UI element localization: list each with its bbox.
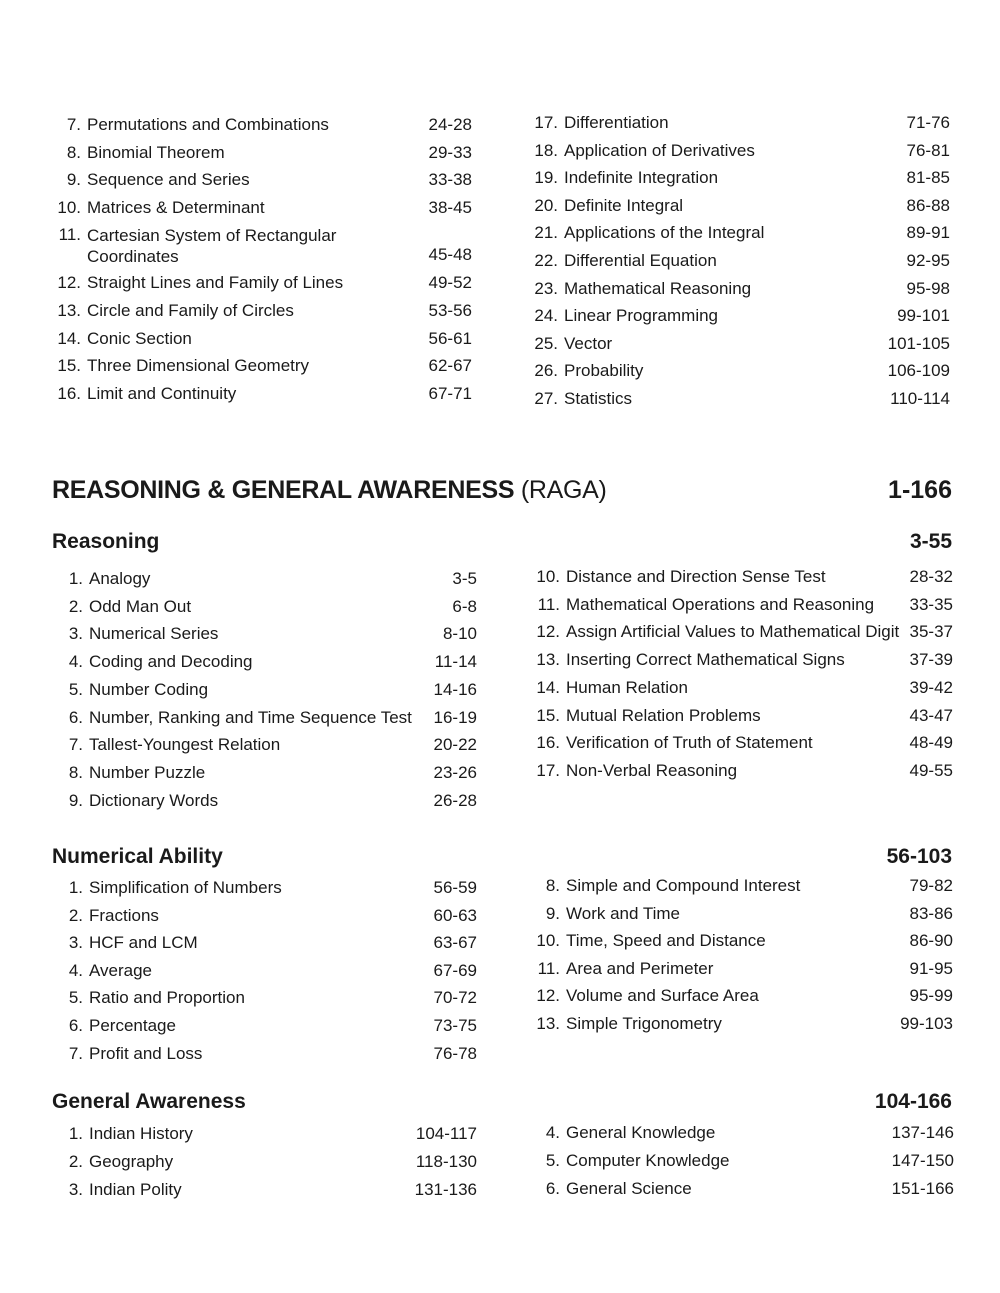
entry-title: Straight Lines and Family of Lines xyxy=(87,273,344,293)
entry-title: Analogy xyxy=(89,569,151,588)
entry-title: Binomial Theorem xyxy=(87,142,225,162)
toc-entry xyxy=(518,304,950,328)
entry-number: 25. xyxy=(534,333,558,353)
entry-title: Geography xyxy=(89,1152,174,1171)
toc-entry xyxy=(520,731,953,755)
entry-title: Volume and Surface Area xyxy=(566,986,759,1006)
toc-entry xyxy=(41,382,472,406)
entry-pages: 53-56 xyxy=(428,301,472,320)
entry-title: Work and Time xyxy=(566,903,681,923)
entry-title: Numerical Series xyxy=(89,624,219,644)
toc-entry xyxy=(43,1122,477,1146)
entry-title: Differentiation xyxy=(564,113,669,132)
toc-entry xyxy=(520,1177,954,1201)
entry-title: Percentage xyxy=(89,1016,176,1035)
entry-number: 13. xyxy=(57,301,81,320)
entry-pages: 56-59 xyxy=(433,878,477,897)
entry-number: 4. xyxy=(545,1123,560,1142)
numerical-heading: Numerical Ability xyxy=(52,845,223,868)
entry-title: Number Puzzle xyxy=(89,762,206,782)
entry-pages: 95-98 xyxy=(906,278,950,298)
toc-entry xyxy=(41,299,472,323)
toc-entry xyxy=(41,271,472,295)
toc-entry xyxy=(43,931,477,955)
entry-number: 1. xyxy=(68,569,83,588)
entry-pages: 48-49 xyxy=(909,733,953,753)
toc-entry xyxy=(520,957,953,981)
entry-number: 23. xyxy=(534,278,558,298)
entry-number: 17. xyxy=(534,113,558,132)
entry-pages: 8-10 xyxy=(442,624,477,644)
entry-number: 6. xyxy=(68,707,83,727)
toc-entry xyxy=(41,196,472,220)
entry-pages: 67-71 xyxy=(428,383,472,403)
entry-pages: 71-76 xyxy=(906,113,950,132)
entry-number: 13. xyxy=(536,650,560,670)
toc-entry xyxy=(520,984,953,1008)
toc-entry xyxy=(520,676,953,700)
entry-title: Mathematical Operations and Reasoning xyxy=(566,594,875,614)
toc-entry xyxy=(520,620,953,644)
entry-pages: 70-72 xyxy=(433,988,477,1008)
entry-number: 9. xyxy=(66,170,81,190)
entry-title: Time, Speed and Distance xyxy=(566,931,766,951)
main-heading-range: 1-166 xyxy=(888,476,952,504)
toc-entry xyxy=(518,139,950,163)
entry-pages: 38-45 xyxy=(428,197,472,217)
entry-number: 5. xyxy=(68,679,83,699)
entry-title: Linear Programming xyxy=(564,306,719,326)
entry-pages: 118-130 xyxy=(415,1152,477,1171)
reasoning-heading: Reasoning xyxy=(52,530,160,553)
entry-pages: 35-37 xyxy=(909,622,953,642)
entry-title: Circle and Family of Circles xyxy=(87,301,294,320)
entry-title: Computer Knowledge xyxy=(566,1151,730,1170)
toc-entry xyxy=(520,1012,953,1036)
entry-pages: 106-109 xyxy=(887,361,950,381)
entry-title: Area and Perimeter xyxy=(566,958,714,978)
toc-entry xyxy=(43,733,477,757)
toc-entry xyxy=(41,141,472,165)
toc-entry xyxy=(520,1149,954,1173)
toc-entry xyxy=(518,277,950,301)
toc-entry xyxy=(518,249,950,273)
entry-number: 10. xyxy=(57,197,81,217)
entry-pages: 37-39 xyxy=(909,650,953,670)
toc-entry xyxy=(41,354,472,378)
entry-pages: 89-91 xyxy=(906,223,950,243)
entry-pages: 76-78 xyxy=(433,1043,477,1063)
entry-title: Human Relation xyxy=(566,677,688,697)
toc-entry xyxy=(43,567,477,591)
entry-number: 8. xyxy=(66,142,81,162)
entry-title: Non-Verbal Reasoning xyxy=(566,760,738,780)
general-heading: General Awareness xyxy=(52,1090,246,1113)
entry-number: 24. xyxy=(534,306,558,326)
entry-title: Mutual Relation Problems xyxy=(566,705,761,725)
toc-entry xyxy=(520,565,953,589)
entry-pages: 83-86 xyxy=(909,903,953,923)
toc-entry xyxy=(43,678,477,702)
entry-number: 10. xyxy=(536,567,560,586)
entry-title: Odd Man Out xyxy=(89,596,192,616)
toc-entry xyxy=(520,902,953,926)
entry-number: 18. xyxy=(534,140,558,160)
entry-title: Definite Integral xyxy=(564,195,684,215)
entry-number: 21. xyxy=(534,223,558,243)
toc-entry xyxy=(518,194,950,218)
entry-number: 9. xyxy=(68,790,83,810)
toc-entry xyxy=(41,113,472,137)
entry-number: 14. xyxy=(536,677,560,697)
entry-title: Average xyxy=(89,960,153,980)
entry-number: 3. xyxy=(68,1180,83,1199)
toc-entry xyxy=(520,648,953,672)
entry-pages: 11-14 xyxy=(434,652,477,672)
entry-pages: 151-166 xyxy=(891,1179,954,1198)
entry-number: 6. xyxy=(68,1016,83,1035)
entry-number: 7. xyxy=(68,735,83,755)
entry-pages: 49-52 xyxy=(428,273,472,293)
toc-entry xyxy=(520,929,953,953)
entry-title: Matrices & Determinant xyxy=(87,197,265,217)
entry-pages: 16-19 xyxy=(433,707,477,727)
entry-number: 3. xyxy=(68,624,83,644)
toc-entry xyxy=(43,959,477,983)
entry-pages: 45-48 xyxy=(428,245,472,265)
entry-pages: 86-88 xyxy=(906,195,950,215)
toc-entry xyxy=(520,874,953,898)
entry-pages: 33-35 xyxy=(909,594,953,614)
toc-entry xyxy=(520,593,953,617)
entry-title: Inserting Correct Mathematical Signs xyxy=(566,650,845,670)
entry-pages: 23-26 xyxy=(433,762,477,782)
entry-pages: 99-103 xyxy=(900,1014,953,1033)
entry-title: Applications of the Integral xyxy=(564,223,765,243)
entry-pages: 63-67 xyxy=(433,933,477,953)
entry-number: 11. xyxy=(537,594,560,614)
entry-title: Indefinite Integration xyxy=(564,168,719,188)
entry-number: 16. xyxy=(536,733,560,753)
toc-entry xyxy=(518,332,950,356)
toc-entry xyxy=(518,166,950,190)
toc-entry xyxy=(43,761,477,785)
entry-number: 1. xyxy=(68,878,83,897)
entry-title: Sequence and Series xyxy=(87,170,250,190)
entry-number: 4. xyxy=(68,960,83,980)
entry-pages: 3-5 xyxy=(452,569,477,588)
entry-pages: 131-136 xyxy=(414,1180,477,1199)
entry-title: Three Dimensional Geometry xyxy=(87,356,310,376)
entry-pages: 79-82 xyxy=(909,876,953,895)
toc-entry xyxy=(518,359,950,383)
entry-number: 26. xyxy=(534,361,558,381)
entry-title: Number Coding xyxy=(89,679,209,699)
toc-entry xyxy=(43,904,477,928)
toc-entry xyxy=(43,1150,477,1174)
entry-pages: 20-22 xyxy=(433,735,477,755)
entry-pages: 29-33 xyxy=(428,142,472,162)
toc-entry xyxy=(520,759,953,783)
entry-title: Fractions xyxy=(89,905,159,925)
entry-pages: 110-114 xyxy=(890,389,950,408)
entry-number: 6. xyxy=(545,1179,560,1198)
toc-entry xyxy=(43,650,477,674)
toc-entry xyxy=(43,789,477,813)
toc-entry xyxy=(518,111,950,135)
numerical-range: 56-103 xyxy=(886,845,952,868)
toc-entry xyxy=(43,1178,477,1202)
entry-title: Conic Section xyxy=(87,328,192,348)
entry-number: 14. xyxy=(57,328,81,348)
entry-title: General Science xyxy=(566,1179,692,1198)
entry-number: 8. xyxy=(545,876,560,895)
entry-pages: 76-81 xyxy=(906,140,950,160)
reasoning-range: 3-55 xyxy=(909,530,952,553)
entry-title: Mathematical Reasoning xyxy=(564,278,752,298)
toc-entry xyxy=(43,876,477,900)
entry-title: General Knowledge xyxy=(566,1123,716,1142)
toc-entry xyxy=(41,327,472,351)
entry-pages: 73-75 xyxy=(433,1016,477,1035)
entry-number: 3. xyxy=(68,933,83,953)
entry-title: Limit and Continuity xyxy=(87,383,237,403)
entry-title: Assign Artificial Values to Mathematical Digit xyxy=(566,622,900,642)
entry-number: 11. xyxy=(58,225,81,245)
entry-pages: 49-55 xyxy=(909,760,953,780)
toc-entry xyxy=(43,1014,477,1038)
entry-title: Number, Ranking and Time Sequence Test xyxy=(89,707,412,727)
entry-pages: 101-105 xyxy=(887,333,950,353)
entry-pages: 6-8 xyxy=(452,596,477,616)
entry-title: HCF and LCM xyxy=(89,933,198,953)
main-heading-bold: REASONING & GENERAL AWARENESS xyxy=(52,476,515,504)
entry-pages: 104-117 xyxy=(415,1124,477,1143)
entry-title: Permutations and Combinations xyxy=(87,115,329,134)
toc-entry xyxy=(43,986,477,1010)
entry-number: 4. xyxy=(68,652,83,672)
entry-number: 22. xyxy=(534,251,558,270)
entry-number: 16. xyxy=(57,383,81,403)
entry-pages: 60-63 xyxy=(433,905,477,925)
toc-entry xyxy=(41,223,472,267)
toc-entry xyxy=(520,704,953,728)
entry-number: 27. xyxy=(534,389,558,408)
entry-pages: 39-42 xyxy=(909,677,953,697)
entry-number: 13. xyxy=(536,1014,560,1033)
entry-number: 12. xyxy=(536,622,560,642)
entry-title: Statistics xyxy=(564,389,633,408)
entry-title: Coding and Decoding xyxy=(89,652,253,672)
toc-entry xyxy=(43,1042,477,1066)
entry-pages: 62-67 xyxy=(428,356,472,376)
toc-entry xyxy=(43,706,477,730)
entry-number: 5. xyxy=(68,988,83,1008)
entry-pages: 28-32 xyxy=(909,567,953,586)
entry-title: Verification of Truth of Statement xyxy=(566,733,813,753)
entry-pages: 33-38 xyxy=(428,170,472,190)
main-heading-light: (RAGA) xyxy=(520,476,607,504)
entry-pages: 92-95 xyxy=(906,251,950,270)
entry-title: Application of Derivatives xyxy=(564,140,755,160)
entry-title: Probability xyxy=(564,361,644,381)
entry-pages: 14-16 xyxy=(433,679,477,699)
entry-number: 10. xyxy=(536,931,560,951)
entry-pages: 95-99 xyxy=(909,986,953,1006)
entry-number: 8. xyxy=(68,762,83,782)
entry-title: Simplification of Numbers xyxy=(89,878,282,897)
entry-number: 7. xyxy=(66,115,81,134)
entry-pages: 147-150 xyxy=(891,1151,954,1170)
entry-number: 2. xyxy=(68,1152,83,1171)
entry-number: 1. xyxy=(68,1124,83,1143)
entry-number: 2. xyxy=(68,596,83,616)
section-main-heading xyxy=(52,476,607,505)
entry-number: 2. xyxy=(68,905,83,925)
entry-pages: 86-90 xyxy=(909,931,953,951)
toc-entry xyxy=(41,168,472,192)
entry-pages: 67-69 xyxy=(433,960,477,980)
entry-number: 15. xyxy=(57,356,81,376)
toc-entry xyxy=(520,1121,954,1145)
entry-title: Tallest-Youngest Relation xyxy=(89,735,281,755)
entry-number: 5. xyxy=(545,1151,560,1170)
entry-number: 12. xyxy=(57,273,81,293)
entry-title: Cartesian System of Rectangular Coordinates xyxy=(87,226,337,267)
entry-pages: 99-101 xyxy=(897,306,950,326)
entry-title: Profit and Loss xyxy=(89,1043,203,1063)
entry-pages: 91-95 xyxy=(909,958,953,978)
entry-title: Simple and Compound Interest xyxy=(566,876,801,895)
entry-pages: 56-61 xyxy=(428,328,472,348)
entry-number: 12. xyxy=(536,986,560,1006)
entry-number: 19. xyxy=(534,168,558,188)
entry-title: Indian History xyxy=(89,1124,193,1143)
entry-number: 17. xyxy=(536,760,560,780)
entry-number: 15. xyxy=(536,705,560,725)
entry-title: Indian Polity xyxy=(89,1180,182,1199)
entry-pages: 81-85 xyxy=(906,168,950,188)
entry-title: Dictionary Words xyxy=(89,790,219,810)
toc-entry xyxy=(43,595,477,619)
entry-number: 7. xyxy=(68,1043,83,1063)
entry-number: 11. xyxy=(537,958,560,978)
entry-title: Distance and Direction Sense Test xyxy=(566,567,826,586)
entry-title: Differential Equation xyxy=(564,251,717,270)
entry-number: 20. xyxy=(534,195,558,215)
entry-pages: 137-146 xyxy=(891,1123,954,1142)
toc-entry xyxy=(43,622,477,646)
entry-title: Simple Trigonometry xyxy=(566,1014,722,1033)
entry-number: 9. xyxy=(545,903,560,923)
entry-pages: 43-47 xyxy=(909,705,953,725)
entry-pages: 24-28 xyxy=(428,115,472,134)
entry-title: Ratio and Proportion xyxy=(89,988,245,1008)
entry-pages: 26-28 xyxy=(433,790,477,810)
entry-title: Vector xyxy=(564,333,613,353)
toc-entry xyxy=(518,387,950,411)
toc-entry xyxy=(518,221,950,245)
general-range: 104-166 xyxy=(874,1090,952,1113)
